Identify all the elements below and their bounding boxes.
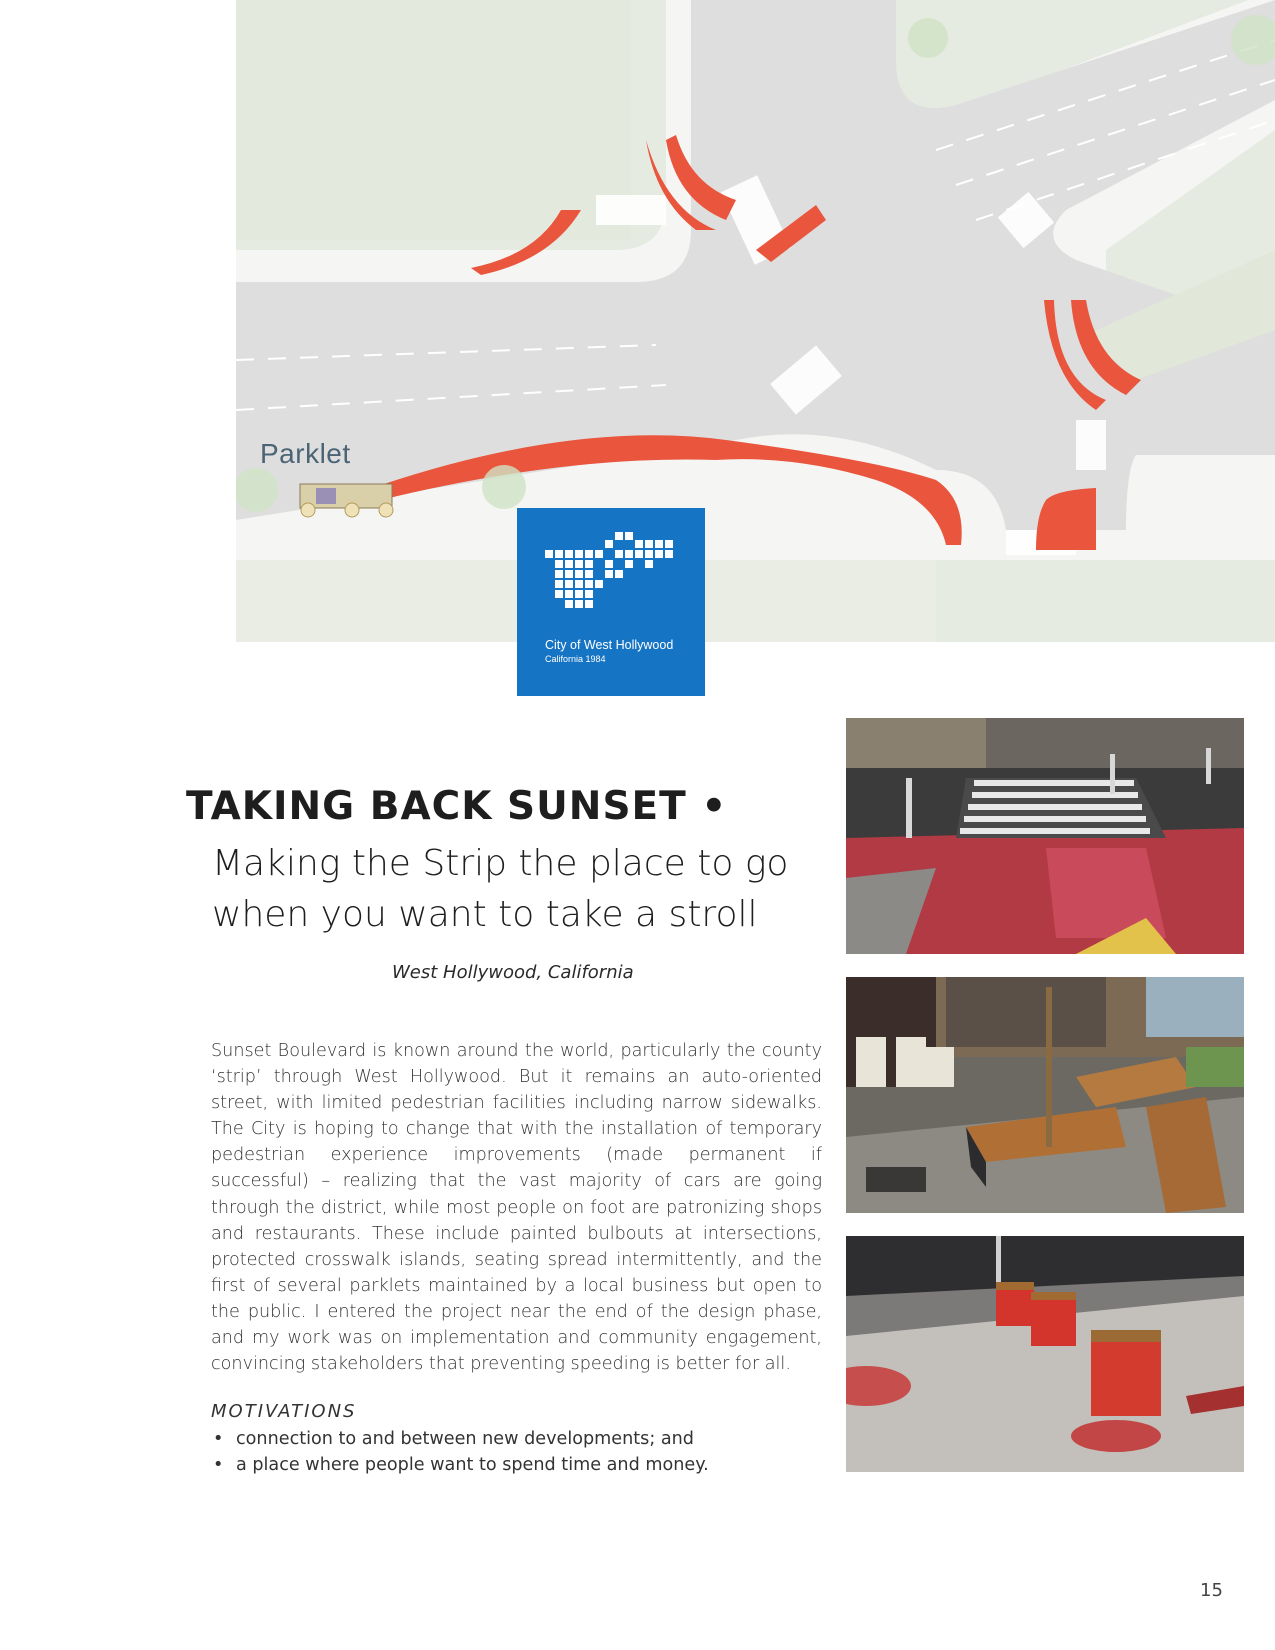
motivations-list (211, 1426, 709, 1478)
street-map (236, 0, 1275, 642)
city-logo-icon (517, 508, 705, 696)
list-item: • connection to and between new developments; and (211, 1426, 709, 1452)
page-number: 15 (1200, 1580, 1223, 1601)
crosswalk-photo (846, 718, 1244, 954)
city-logo (517, 508, 705, 696)
motivations-heading: MOTIVATIONS (211, 1401, 357, 1422)
parklet-photo (846, 977, 1244, 1213)
article-subtitle (212, 838, 832, 940)
parklet-label: Parklet (260, 438, 351, 469)
article-location: West Hollywood, California (392, 962, 634, 983)
list-item: • a place where people want to spend time and money. (211, 1452, 709, 1478)
article-body: Sunset Boulevard is known around the world, particularly the county ‘strip’ through West Hollywood. But it remains an auto-oriented street, with limited pedestrian facilities including narrow sidewalks. The City is hoping to change that with the installation of temporary pedestrian experience improvements (made permanent if successful) – realizing that the vast majority of cars are going through the district, while most people on foot are patronizing shops and restaurants. These include painted bulbouts at intersections, protected crosswalk islands, seating spread intermittently, and the first of several parklets maintained by a local business but open to the public. I entered the project near the end of the design phase, and my work was on implementation and community engagement, convincing stakeholders that preventing speeding is better for all. (211, 1041, 822, 1375)
article-title: TAKING BACK SUNSET • (186, 784, 728, 829)
seating-photo (846, 1236, 1244, 1472)
map-drawing (236, 0, 1275, 642)
subtitle-line: Making the Strip the place to go (212, 843, 789, 884)
logo-city-name: City of West Hollywood (545, 638, 674, 652)
logo-subtitle: California 1984 (545, 654, 606, 664)
subtitle-line: when you want to take a stroll (212, 894, 758, 935)
